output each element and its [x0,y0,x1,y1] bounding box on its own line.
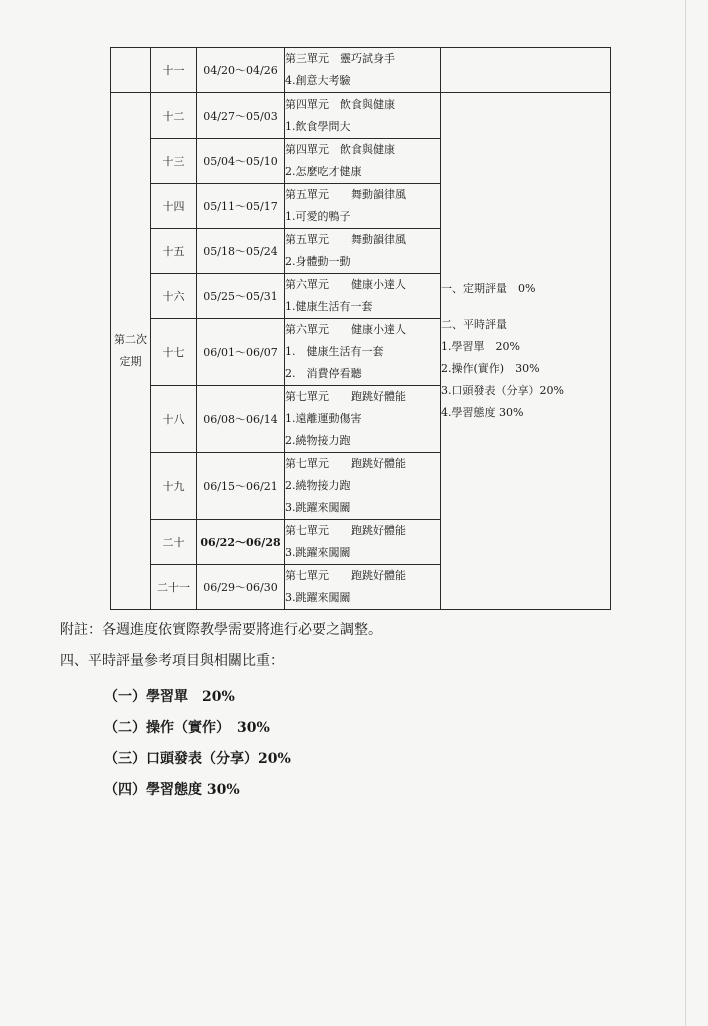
unit-content [285,386,441,453]
unit-line: 1. 健康生活有一套 [285,345,384,358]
date-range: 05/11～05/17 [197,184,285,229]
date-range: 04/20～04/26 [197,48,285,93]
week-number: 十一 [151,48,197,93]
list-item: （三）口頭發表（分享）20% [104,751,291,767]
assessment-weights [441,93,611,610]
list-item: （一）學習單 20% [104,689,235,705]
week-number: 二十 [151,520,197,565]
unit-line: 2.繞物接力跑 [285,434,351,447]
date-range: 04/27～05/03 [197,93,285,139]
footnote: 附註：各週進度依實際教學需要將進行必要之調整。 [60,622,382,638]
unit-line: 第七單元 跑跳好體能 [285,569,406,582]
unit-content [285,229,441,274]
unit-line: 第三單元 靈巧試身手 [285,52,395,65]
week-number: 二十一 [151,565,197,610]
week-number: 十八 [151,386,197,453]
week-number: 十四 [151,184,197,229]
assessment-gap [441,300,610,314]
date-range: 06/29～06/30 [197,565,285,610]
period-cell-empty [111,48,151,93]
week-number: 十七 [151,319,197,386]
unit-line: 2.繞物接力跑 [285,479,351,492]
date-range: 05/04～05/10 [197,139,285,184]
list-item: （四）學習態度 30% [104,782,240,798]
schedule-table [110,47,611,610]
unit-content [285,520,441,565]
unit-content [285,139,441,184]
unit-content [285,93,441,139]
list-item: （二）操作（實作） 30% [104,720,270,736]
table-row [111,93,611,139]
assessment-line: 1.學習單 20% [441,340,520,353]
page-edge [685,0,686,1026]
assessment-line: 2.操作(實作) 30% [441,362,540,375]
unit-line: 第五單元 舞動韻律風 [285,188,406,201]
date-range: 06/01～06/07 [197,319,285,386]
assessment-line: 4.學習態度 30% [441,406,524,419]
date-range: 06/08～06/14 [197,386,285,453]
unit-line: 第六單元 健康小達人 [285,278,406,291]
unit-content [285,184,441,229]
unit-line: 4.創意大考驗 [285,74,351,87]
unit-line: 1.飲食學問大 [285,119,351,133]
date-range: 06/22～06/28 [197,520,285,565]
unit-content [285,453,441,520]
unit-line: 1.遠離運動傷害 [285,412,362,425]
unit-line: 3.跳躍來闖關 [285,546,351,559]
unit-line: 3.跳躍來闖關 [285,501,351,514]
unit-line: 第四單元 飲食與健康 [285,143,395,156]
assessment-line: 二、平時評量 [441,318,507,331]
date-range: 05/25～05/31 [197,274,285,319]
table-row [111,48,611,93]
period-label-line: 定期 [119,355,142,368]
week-number: 十二 [151,93,197,139]
unit-line: 2. 消費停看聽 [285,367,362,380]
unit-line: 第五單元 舞動韻律風 [285,233,406,246]
week-number: 十五 [151,229,197,274]
weight-list [104,682,291,806]
unit-line: 第四單元 飲食與健康 [285,97,395,111]
assessment-line: 3.口頭發表（分享）20% [441,384,564,397]
assessment-cell-empty [441,48,611,93]
date-range: 05/18～05/24 [197,229,285,274]
unit-content [285,565,441,610]
unit-content [285,48,441,93]
date-range: 06/15～06/21 [197,453,285,520]
week-number: 十六 [151,274,197,319]
week-number: 十三 [151,139,197,184]
unit-content [285,274,441,319]
unit-line: 2.怎麼吃才健康 [285,165,362,178]
week-number: 十九 [151,453,197,520]
unit-line: 第七單元 跑跳好體能 [285,524,406,537]
unit-content [285,319,441,386]
period-label-line: 第二次 [114,333,147,346]
assessment-line: 一、定期評量 0% [441,282,536,295]
period-label [111,93,151,610]
unit-line: 第七單元 跑跳好體能 [285,390,406,403]
unit-line: 1.可愛的鴨子 [285,210,351,223]
unit-line: 3.跳躍來闖關 [285,591,351,604]
unit-line: 1.健康生活有一套 [285,300,373,313]
unit-line: 2.身體動一動 [285,255,351,268]
section-title: 四、平時評量參考項目與相關比重： [60,653,284,669]
unit-line: 第六單元 健康小達人 [285,323,406,336]
unit-line: 第七單元 跑跳好體能 [285,457,406,470]
